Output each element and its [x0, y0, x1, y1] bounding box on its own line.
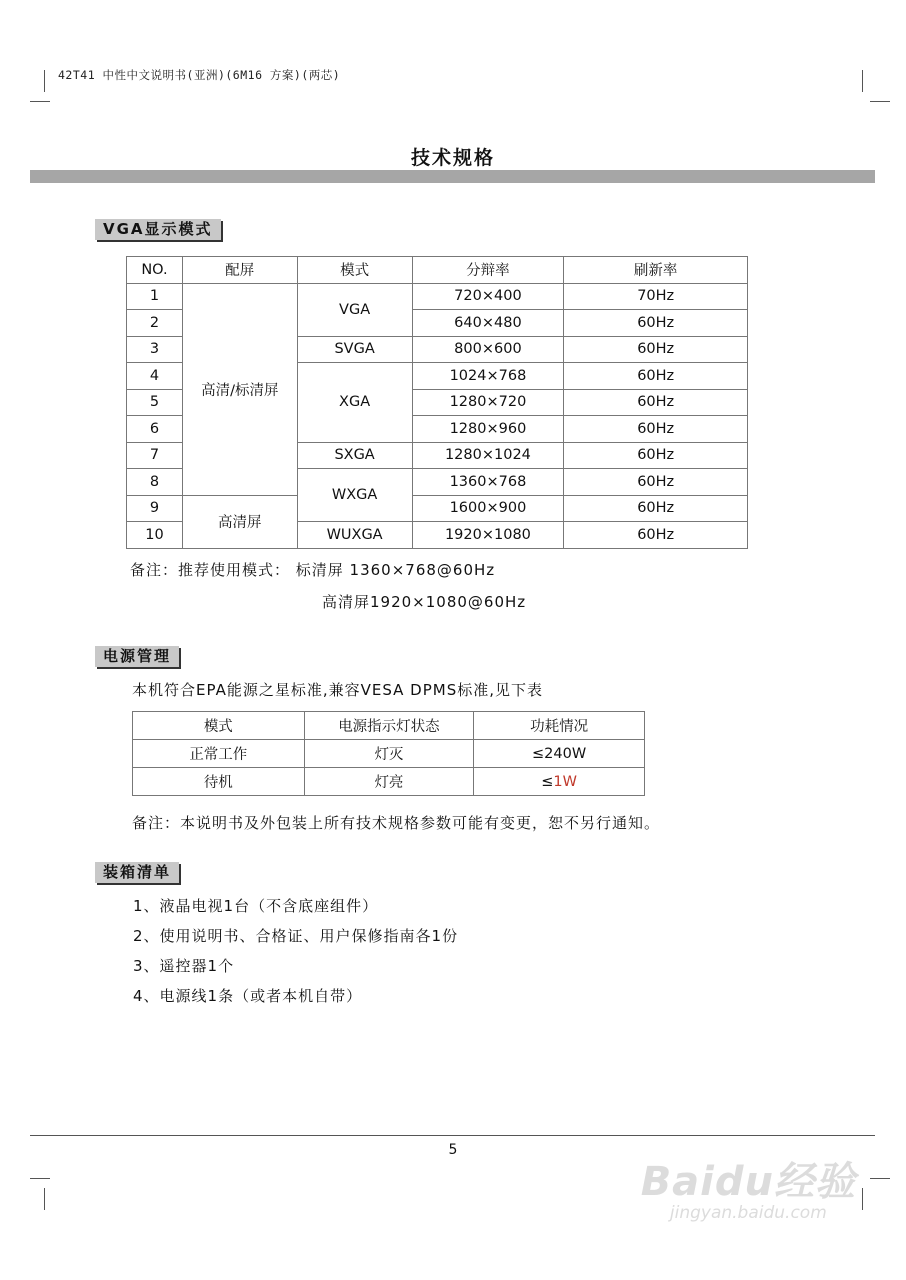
row-no: 10 — [127, 522, 183, 549]
led-cell: 灯亮 — [304, 768, 474, 796]
crop-mark — [44, 1188, 45, 1210]
resolution-cell: 1280×1024 — [412, 442, 564, 469]
row-no: 6 — [127, 416, 183, 443]
mode-cell: WXGA — [297, 469, 412, 522]
resolution-cell: 1024×768 — [412, 363, 564, 390]
led-cell: 灯灭 — [304, 740, 474, 768]
resolution-cell: 720×400 — [412, 283, 564, 310]
standby-power-value: 1W — [553, 773, 577, 790]
list-item: 2、使用说明书、合格证、用户保修指南各1份 — [133, 927, 459, 945]
watermark-url: jingyan.baidu.com — [669, 1203, 827, 1223]
crop-mark — [870, 1178, 890, 1179]
resolution-cell: 1600×900 — [412, 495, 564, 522]
header-mode: 模式 — [297, 257, 412, 284]
table-row — [127, 495, 748, 522]
vga-note-line-2: 高清屏1920×1080@60Hz — [322, 593, 527, 611]
mode-cell: 待机 — [133, 768, 305, 796]
row-no: 9 — [127, 495, 183, 522]
page-number: 5 — [448, 1142, 458, 1158]
resolution-cell: 800×600 — [412, 336, 564, 363]
refresh-cell: 60Hz — [564, 389, 748, 416]
screen-cell: 高清/标清屏 — [182, 283, 297, 495]
power-cell — [474, 768, 645, 796]
list-item: 3、遥控器1个 — [133, 957, 235, 975]
resolution-cell: 1360×768 — [412, 469, 564, 496]
header-refresh-rate: 刷新率 — [564, 257, 748, 284]
list-item: 4、电源线1条（或者本机自带） — [133, 987, 363, 1005]
refresh-cell: 60Hz — [564, 522, 748, 549]
table-row — [127, 283, 748, 310]
header-mode: 模式 — [133, 712, 305, 740]
row-no: 2 — [127, 310, 183, 337]
crop-mark — [30, 101, 50, 102]
baidu-watermark — [641, 1150, 856, 1223]
refresh-cell: 60Hz — [564, 310, 748, 337]
vga-mode-table — [126, 256, 748, 549]
crop-mark — [870, 101, 890, 102]
row-no: 8 — [127, 469, 183, 496]
list-item: 1、液晶电视1台（不含底座组件） — [133, 897, 379, 915]
refresh-cell: 60Hz — [564, 363, 748, 390]
header-resolution: 分辩率 — [412, 257, 564, 284]
power-table — [132, 711, 645, 796]
power-intro: 本机符合EPA能源之星标准,兼容VESA DPMS标准,见下表 — [132, 681, 543, 699]
row-no: 1 — [127, 283, 183, 310]
power-section-label: 电源管理 — [95, 646, 179, 667]
resolution-cell: 1280×960 — [412, 416, 564, 443]
power-note: 备注：本说明书及外包装上所有技术规格参数可能有变更，恕不另行通知。 — [132, 814, 661, 832]
document-header: 42T41 中性中文说明书(亚洲)(6M16 方案)(两芯) — [58, 68, 341, 82]
title-bar — [30, 170, 875, 183]
page-title: 技术规格 — [410, 147, 495, 169]
screen-cell: 高清屏 — [182, 495, 297, 548]
mode-cell: WUXGA — [297, 522, 412, 549]
crop-mark — [30, 1178, 50, 1179]
row-no: 3 — [127, 336, 183, 363]
table-row — [133, 740, 645, 768]
crop-mark — [862, 1188, 863, 1210]
row-no: 4 — [127, 363, 183, 390]
refresh-cell: 60Hz — [564, 336, 748, 363]
mode-cell: VGA — [297, 283, 412, 336]
resolution-cell: 1280×720 — [412, 389, 564, 416]
power-prefix: ≤ — [541, 773, 554, 790]
packing-section-label: 装箱清单 — [95, 862, 179, 883]
row-no: 5 — [127, 389, 183, 416]
crop-mark — [862, 70, 863, 92]
mode-cell: SVGA — [297, 336, 412, 363]
power-cell: ≤240W — [474, 740, 645, 768]
refresh-cell: 60Hz — [564, 495, 748, 522]
refresh-cell: 70Hz — [564, 283, 748, 310]
refresh-cell: 60Hz — [564, 442, 748, 469]
footer-divider — [30, 1135, 875, 1136]
resolution-cell: 640×480 — [412, 310, 564, 337]
mode-cell: SXGA — [297, 442, 412, 469]
vga-section-label: VGA显示模式 — [95, 219, 221, 240]
refresh-cell: 60Hz — [564, 469, 748, 496]
header-screen: 配屏 — [182, 257, 297, 284]
mode-cell: XGA — [297, 363, 412, 443]
resolution-cell: 1920×1080 — [412, 522, 564, 549]
mode-cell: 正常工作 — [133, 740, 305, 768]
refresh-cell: 60Hz — [564, 416, 748, 443]
header-no: NO. — [127, 257, 183, 284]
table-row — [133, 768, 645, 796]
crop-mark — [44, 70, 45, 92]
watermark-logo: Baidu经验 — [640, 1159, 856, 1205]
row-no: 7 — [127, 442, 183, 469]
table-header-row — [127, 257, 748, 284]
table-header-row — [133, 712, 645, 740]
header-led-status: 电源指示灯状态 — [304, 712, 474, 740]
header-power: 功耗情况 — [474, 712, 645, 740]
vga-note-line-1: 备注：推荐使用模式： 标清屏 1360×768@60Hz — [130, 561, 496, 579]
